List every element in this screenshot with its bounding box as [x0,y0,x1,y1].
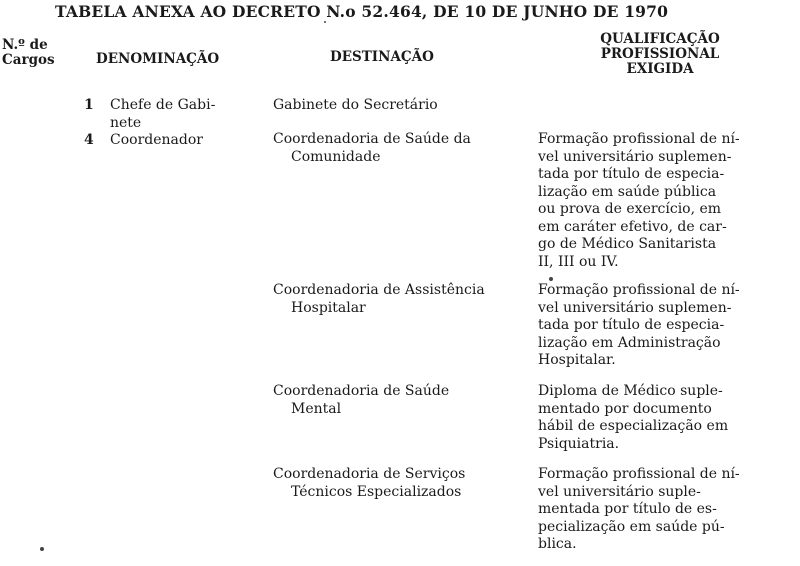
row-den-line1: Coordenador [110,132,203,148]
row-qualificacao [538,282,793,370]
row-destinacao [273,466,535,501]
row-dest-line2: Técnicos Especializados [291,483,462,500]
header-denominacao: DENOMINAÇÃO [96,51,220,67]
qual-line: em caráter efetivo, de car- [538,218,727,235]
header-qualificacao [560,32,760,77]
row-dest-line1: Coordenadoria de Saúde da [273,131,471,147]
scan-speck [549,277,553,281]
qual-line: mentada por título de es- [538,501,717,517]
qual-line: vel universitário suplemen- [538,299,732,316]
qual-line: Psiquiatria. [538,435,620,452]
row-den-line2: nete [110,114,142,131]
header-num-line1: N.º de [2,37,48,53]
row-qualificacao [538,466,793,554]
qual-line: vel universitário suple- [538,483,701,500]
qual-line: Formação profissional de ní- [538,282,740,298]
row-dest-line2: Mental [291,400,342,417]
row-destinacao [273,383,535,418]
qual-line: lização em Administração [538,334,721,351]
row-qualificacao [538,131,793,271]
qual-line: mentado por documento [538,400,712,417]
row-destinacao [273,97,535,115]
qual-line: Diploma de Médico suple- [538,383,723,399]
header-num-cargos [2,38,72,68]
qual-line: lização em saúde pública [538,183,717,200]
qual-line: II, III ou IV. [538,253,619,270]
header-num-line2: Cargos [2,52,55,68]
row-num: 1 [84,97,94,113]
qual-line: blica. [538,536,577,552]
qual-line: ou prova de exercício, em [538,201,722,217]
qual-line: hábil de especialização em [538,418,729,434]
row-dest-line1: Coordenadoria de Assistência [273,282,485,298]
qual-line: pecialização em saúde pú- [538,518,725,535]
row-num: 4 [84,132,94,148]
header-qual-line3: EXIGIDA [626,61,694,77]
qual-line: Hospitalar. [538,352,616,368]
header-qual-line1: QUALIFICAÇÃO [600,31,720,47]
qual-line: Formação profissional de ní- [538,131,740,147]
header-destinacao: DESTINAÇÃO [330,49,434,65]
row-denominacao [110,132,260,150]
document-title: TABELA ANEXA AO DECRETO N.o 52.464, DE 10 DE JUNHO DE 1970 [55,2,669,21]
row-dest-line1: Gabinete do Secretário [273,97,438,113]
row-dest-line2: Comunidade [291,148,381,165]
row-dest-line1: Coordenadoria de Serviços [273,466,466,482]
qual-line: tada por título de especia- [538,166,725,182]
row-dest-line1: Coordenadoria de Saúde [273,383,450,399]
row-denominacao [110,97,260,132]
header-qual-line2: PROFISSIONAL [600,46,720,62]
qual-line: Formação profissional de ní- [538,466,740,482]
scan-speck [324,21,326,23]
qual-line: go de Médico Sanitarista [538,236,717,252]
qual-line: tada por título de especia- [538,317,725,333]
row-destinacao [273,282,535,317]
qual-line: vel universitário suplemen- [538,148,732,165]
row-qualificacao [538,383,793,453]
row-den-line1: Chefe de Gabi- [110,97,216,113]
row-dest-line2: Hospitalar [291,299,366,316]
row-destinacao [273,131,535,166]
scan-speck [40,547,44,551]
